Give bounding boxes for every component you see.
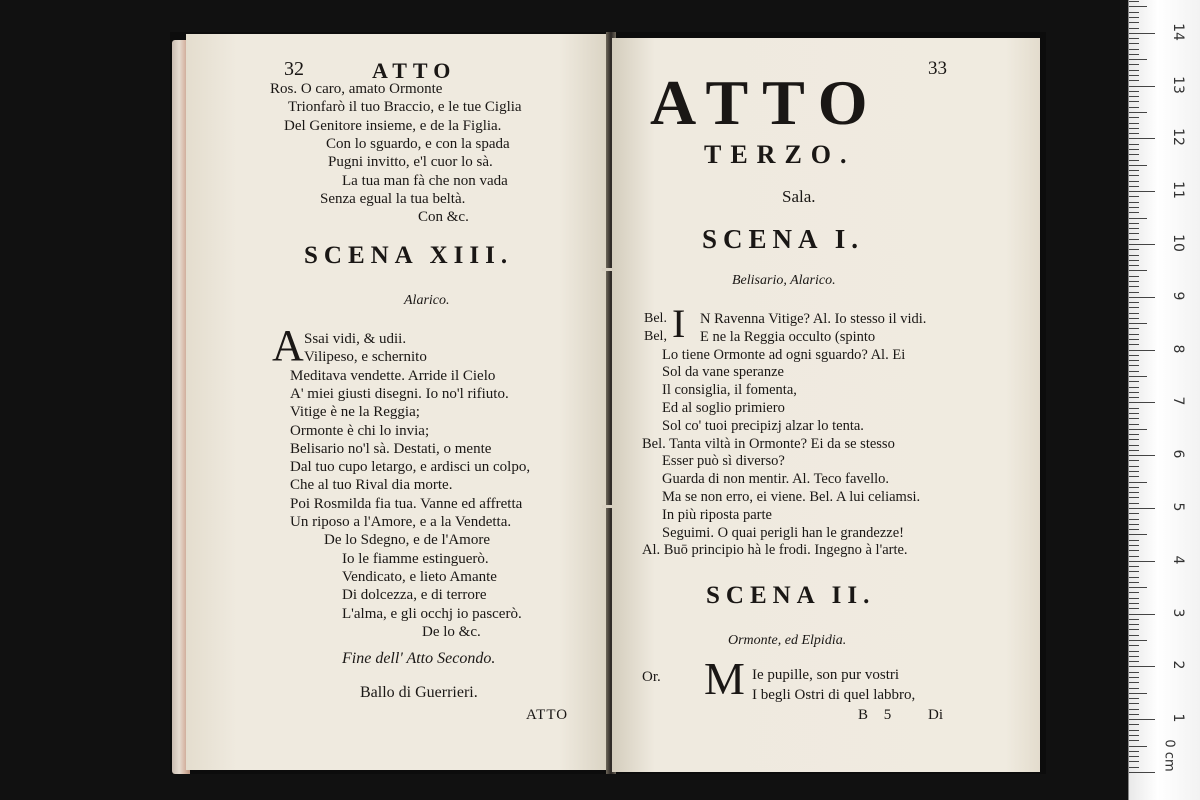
ruler-tick	[1129, 281, 1139, 282]
ruler-tick	[1129, 244, 1155, 245]
ruler-tick	[1129, 302, 1139, 303]
text-line: Al. Buō principio hà le frodi. Ingegno à l'arte.	[642, 542, 908, 559]
ruler-tick	[1129, 207, 1139, 208]
ruler-number: 3	[1170, 608, 1186, 618]
text-line: Un riposo a l'Amore, e a la Vendetta.	[290, 514, 512, 530]
text-line: De lo &c.	[422, 623, 481, 640]
text-line: Pugni invitto, e'l cuor lo sà.	[328, 154, 493, 171]
ruler-tick	[1129, 218, 1147, 219]
scene2-characters: Ormonte, ed Elpidia.	[728, 633, 847, 648]
ruler-tick	[1129, 397, 1139, 398]
text-line: La tua man fà che non vada	[342, 172, 508, 189]
speaker-label: Bel,	[644, 329, 667, 344]
ruler-tick	[1129, 80, 1139, 81]
text-line: Poi Rosmilda fia tua. Vanne ed affretta	[290, 495, 523, 512]
ruler-tick	[1129, 339, 1139, 340]
ruler-tick	[1129, 59, 1147, 60]
ruler-tick	[1129, 445, 1139, 446]
ruler-number: 9	[1170, 291, 1186, 301]
ruler-tick	[1129, 33, 1155, 34]
ruler-tick	[1129, 624, 1139, 625]
text-line: Esser può sì diverso?	[662, 453, 785, 470]
ruler-number: 11	[1170, 181, 1186, 200]
page-number: 33	[928, 58, 947, 79]
ruler-tick	[1129, 323, 1147, 324]
ruler-tick	[1129, 223, 1139, 224]
ruler-tick	[1129, 292, 1139, 293]
ruler-tick	[1129, 270, 1147, 271]
ruler-tick	[1129, 608, 1139, 609]
ruler-tick	[1129, 392, 1139, 393]
ruler-tick	[1129, 703, 1139, 704]
ruler-tick	[1129, 128, 1139, 129]
drop-cap: M	[704, 653, 745, 704]
ruler-tick	[1129, 170, 1139, 171]
ruler-tick	[1129, 693, 1147, 694]
scene1-characters: Belisario, Alarico.	[732, 273, 836, 288]
ruler-tick	[1129, 756, 1139, 757]
ruler-tick	[1129, 175, 1139, 176]
ruler-tick	[1129, 228, 1139, 229]
ruler-tick	[1129, 761, 1139, 762]
ruler-tick	[1129, 592, 1139, 593]
ruler-tick	[1129, 577, 1139, 578]
ruler-tick	[1129, 418, 1139, 419]
ruler-tick	[1129, 455, 1155, 456]
drop-cap: I	[672, 301, 686, 346]
ruler-tick	[1129, 524, 1139, 525]
text-line: Che al tuo Rival dia morte.	[290, 477, 453, 494]
text-line: Bel. Tanta viltà in Ormonte? Ei da se stesso	[642, 435, 895, 452]
ruler-tick	[1129, 672, 1139, 673]
ruler-tick	[1129, 429, 1147, 430]
text-line: Lo tiene Ormonte ad ogni sguardo? Al. Ei	[662, 346, 906, 363]
scene-heading: SCENA XIII.	[304, 242, 514, 269]
end-of-act: Fine dell' Atto Secondo.	[342, 650, 496, 667]
ruler-tick	[1129, 144, 1139, 145]
ruler-tick	[1129, 43, 1139, 44]
ruler-tick	[1129, 534, 1147, 535]
text-line: E ne la Reggia occulto (spinto	[700, 328, 876, 345]
ruler-tick	[1129, 439, 1139, 440]
text-line: Con lo sguardo, e con la spada	[326, 135, 510, 152]
text-line: Io le fiamme estinguerò.	[342, 550, 489, 567]
ruler-tick	[1129, 424, 1139, 425]
ruler-tick	[1129, 1, 1139, 2]
ruler-tick	[1129, 724, 1139, 725]
ruler-tick	[1129, 276, 1139, 277]
ruler-tick	[1129, 582, 1139, 583]
ruler-number: 10	[1170, 234, 1186, 252]
ruler-tick	[1129, 666, 1155, 667]
ruler-tick	[1129, 75, 1139, 76]
text-line: Belisario no'l sà. Destati, o mente	[290, 440, 492, 457]
ruler-tick	[1129, 12, 1139, 13]
ruler-tick	[1129, 492, 1139, 493]
ruler-tick	[1129, 519, 1139, 520]
ruler-tick	[1129, 86, 1155, 87]
ruler-tick	[1129, 735, 1139, 736]
scene2-heading: SCENA II.	[706, 582, 876, 609]
ruler-unit-label: 0 cm	[1161, 739, 1177, 772]
right-page	[612, 38, 1040, 772]
ruler-tick	[1129, 709, 1139, 710]
ruler-tick	[1129, 64, 1139, 65]
ruler-tick	[1129, 603, 1139, 604]
ruler-tick	[1129, 746, 1147, 747]
ruler-tick	[1129, 677, 1139, 678]
text-line: Trionfarò il tuo Braccio, e le tue Ciglia	[288, 99, 522, 116]
ruler-tick	[1129, 682, 1139, 683]
ruler-tick	[1129, 635, 1139, 636]
ruler-tick	[1129, 17, 1139, 18]
text-line: Del Genitore insieme, e de la Figlia.	[284, 117, 502, 134]
ruler-tick	[1129, 740, 1139, 741]
ruler-tick	[1129, 307, 1139, 308]
ruler-number: 13	[1170, 75, 1186, 94]
speaker-label: Or.	[642, 669, 661, 685]
ruler-tick	[1129, 408, 1139, 409]
ruler-number: 4	[1170, 555, 1186, 565]
ruler-tick	[1129, 698, 1139, 699]
character-name: Alarico.	[404, 293, 450, 308]
text-line: Guarda di non mentir. Al. Teco favello.	[662, 471, 890, 488]
ruler-tick	[1129, 22, 1139, 23]
ruler-tick	[1129, 730, 1139, 731]
ruler-tick	[1129, 112, 1147, 113]
ruler-tick	[1129, 487, 1139, 488]
ruler-number: 14	[1170, 22, 1186, 41]
ruler-tick	[1129, 629, 1139, 630]
ruler-tick	[1129, 91, 1139, 92]
ruler-tick	[1129, 165, 1147, 166]
ruler-tick	[1129, 508, 1155, 509]
ruler-tick	[1129, 529, 1139, 530]
scene1-heading: SCENA I.	[702, 224, 865, 254]
ruler-tick	[1129, 328, 1139, 329]
ruler-tick	[1129, 191, 1155, 192]
ruler-tick	[1129, 202, 1139, 203]
ruler-tick	[1129, 154, 1139, 155]
ruler-tick	[1129, 117, 1139, 118]
ruler-tick	[1129, 255, 1139, 256]
catchword: Di	[928, 707, 943, 723]
ruler-tick	[1129, 540, 1139, 541]
ruler-tick	[1129, 466, 1139, 467]
ruler-tick	[1129, 656, 1139, 657]
ruler-tick	[1129, 767, 1139, 768]
text-line: Senza egual la tua beltà.	[320, 190, 466, 207]
ruler-tick	[1129, 54, 1139, 55]
ruler-tick	[1129, 381, 1139, 382]
ruler-tick	[1129, 123, 1139, 124]
ruler-tick	[1129, 160, 1139, 161]
ruler-tick	[1129, 196, 1139, 197]
text-line: Sol da vane speranze	[662, 364, 784, 381]
ruler-tick	[1129, 360, 1139, 361]
ruler-tick	[1129, 450, 1139, 451]
ruler-tick	[1129, 460, 1139, 461]
ruler-tick	[1129, 239, 1139, 240]
setting: Sala.	[782, 187, 816, 206]
drop-cap: A	[272, 321, 304, 370]
text-line: Ros. O caro, amato Ormonte	[270, 81, 443, 97]
text-line: De lo Sdegno, e de l'Amore	[324, 532, 490, 549]
ruler-tick	[1129, 482, 1147, 483]
ruler-tick	[1129, 719, 1155, 720]
text-line: Ssai vidi, & udii.	[304, 331, 407, 347]
ruler-tick	[1129, 286, 1139, 287]
ruler-tick	[1129, 371, 1139, 372]
ruler-number: 5	[1170, 502, 1186, 512]
page-number: 32	[284, 58, 304, 80]
ruler-tick	[1129, 313, 1139, 314]
text-line: Il consiglia, il fomenta,	[662, 382, 797, 399]
act-title: ATTO	[650, 67, 882, 138]
ruler-tick	[1129, 149, 1139, 150]
ruler-tick	[1129, 70, 1139, 71]
ruler-tick	[1129, 661, 1139, 662]
ruler-tick	[1129, 260, 1139, 261]
ruler-tick	[1129, 376, 1147, 377]
ruler-number: 2	[1170, 660, 1186, 670]
ruler-tick	[1129, 413, 1139, 414]
text-line: Dal tuo cupo letargo, e ardisci un colpo,	[290, 459, 531, 476]
text-line: N Ravenna Vitige? Al. Io stesso il vidi.	[700, 311, 927, 327]
text-line: Seguimi. O quai perigli han le grandezze!	[662, 524, 904, 541]
ruler-tick	[1129, 186, 1139, 187]
ruler-tick	[1129, 688, 1139, 689]
ruler-tick	[1129, 619, 1139, 620]
ruler-tick	[1129, 212, 1139, 213]
ruler-tick	[1129, 571, 1139, 572]
ruler-tick	[1129, 181, 1139, 182]
ruler-tick	[1129, 265, 1139, 266]
ruler-number: 7	[1170, 396, 1186, 406]
running-head: ATTO	[372, 58, 457, 83]
ruler-tick	[1129, 556, 1139, 557]
ruler-tick	[1129, 513, 1139, 514]
ruler-tick	[1129, 355, 1139, 356]
ruler-tick	[1129, 365, 1139, 366]
text-line: Di dolcezza, e di terrore	[342, 587, 487, 604]
ruler-tick	[1129, 101, 1139, 102]
ruler-tick	[1129, 38, 1139, 39]
text-line: I begli Ostri di quel labbro,	[752, 687, 916, 703]
act-subtitle: TERZO.	[704, 140, 856, 169]
ruler-tick	[1129, 28, 1139, 29]
ruler-tick	[1129, 497, 1139, 498]
ruler-tick	[1129, 640, 1147, 641]
text-line: Vitige è ne la Reggia;	[290, 404, 420, 421]
ruler-tick	[1129, 587, 1147, 588]
text-line: Vilipeso, e schernito	[304, 349, 427, 366]
ruler-tick	[1129, 471, 1139, 472]
ruler-tick	[1129, 545, 1139, 546]
ruler-tick	[1129, 6, 1147, 7]
ruler-tick	[1129, 550, 1139, 551]
ruler-tick	[1129, 249, 1139, 250]
ruler-tick	[1129, 344, 1139, 345]
speaker-label: Bel.	[644, 311, 667, 326]
ruler-tick	[1129, 49, 1139, 50]
ruler-tick	[1129, 334, 1139, 335]
ruler-tick	[1129, 133, 1139, 134]
ruler-tick	[1129, 714, 1139, 715]
text-line: Ie pupille, son pur vostri	[752, 667, 900, 683]
text-line: Ma se non erro, ei viene. Bel. A lui celiamsi.	[662, 489, 921, 505]
left-page	[186, 34, 610, 770]
text-line: Vendicato, e lieto Amante	[342, 568, 497, 585]
text-line: Meditava vendette. Arride il Cielo	[290, 367, 496, 384]
text-line: In più riposta parte	[662, 506, 772, 523]
ruler-tick	[1129, 387, 1139, 388]
ruler-number: 1	[1170, 713, 1186, 723]
ruler-number: 12	[1170, 128, 1186, 147]
text-line: A' miei giusti disegni. Io no'l rifiuto.	[290, 385, 509, 402]
ruler-tick	[1129, 503, 1139, 504]
ruler-tick	[1129, 566, 1139, 567]
ruler-tick	[1129, 350, 1155, 351]
text-line: Ed al soglio primiero	[662, 400, 785, 416]
ruler-tick	[1129, 96, 1139, 97]
ruler-tick	[1129, 402, 1155, 403]
signature-mark: B 5	[858, 707, 898, 723]
text-line: L'alma, e gli occhj io pascerò.	[342, 605, 522, 622]
ruler-tick	[1129, 772, 1155, 773]
ruler-tick	[1129, 561, 1155, 562]
catchword: ATTO	[526, 707, 569, 723]
text-line: Con &c.	[418, 209, 469, 226]
ruler-number: 6	[1170, 449, 1186, 459]
ruler-tick	[1129, 645, 1139, 646]
ruler-tick	[1129, 138, 1155, 139]
ruler-tick	[1129, 318, 1139, 319]
ballo-line: Ballo di Guerrieri.	[360, 684, 478, 701]
ruler-tick	[1129, 297, 1155, 298]
measuring-ruler	[1128, 0, 1200, 800]
ruler-tick	[1129, 614, 1155, 615]
ruler-tick	[1129, 107, 1139, 108]
ruler-tick	[1129, 233, 1139, 234]
ruler-tick	[1129, 651, 1139, 652]
ruler-tick	[1129, 751, 1139, 752]
ruler-number: 8	[1170, 344, 1186, 354]
ruler-tick	[1129, 476, 1139, 477]
ruler-tick	[1129, 598, 1139, 599]
text-line: Sol co' tuoi precipizj alzar lo tenta.	[662, 417, 864, 434]
text-line: Ormonte è chi lo invia;	[290, 422, 430, 439]
ruler-tick	[1129, 434, 1139, 435]
